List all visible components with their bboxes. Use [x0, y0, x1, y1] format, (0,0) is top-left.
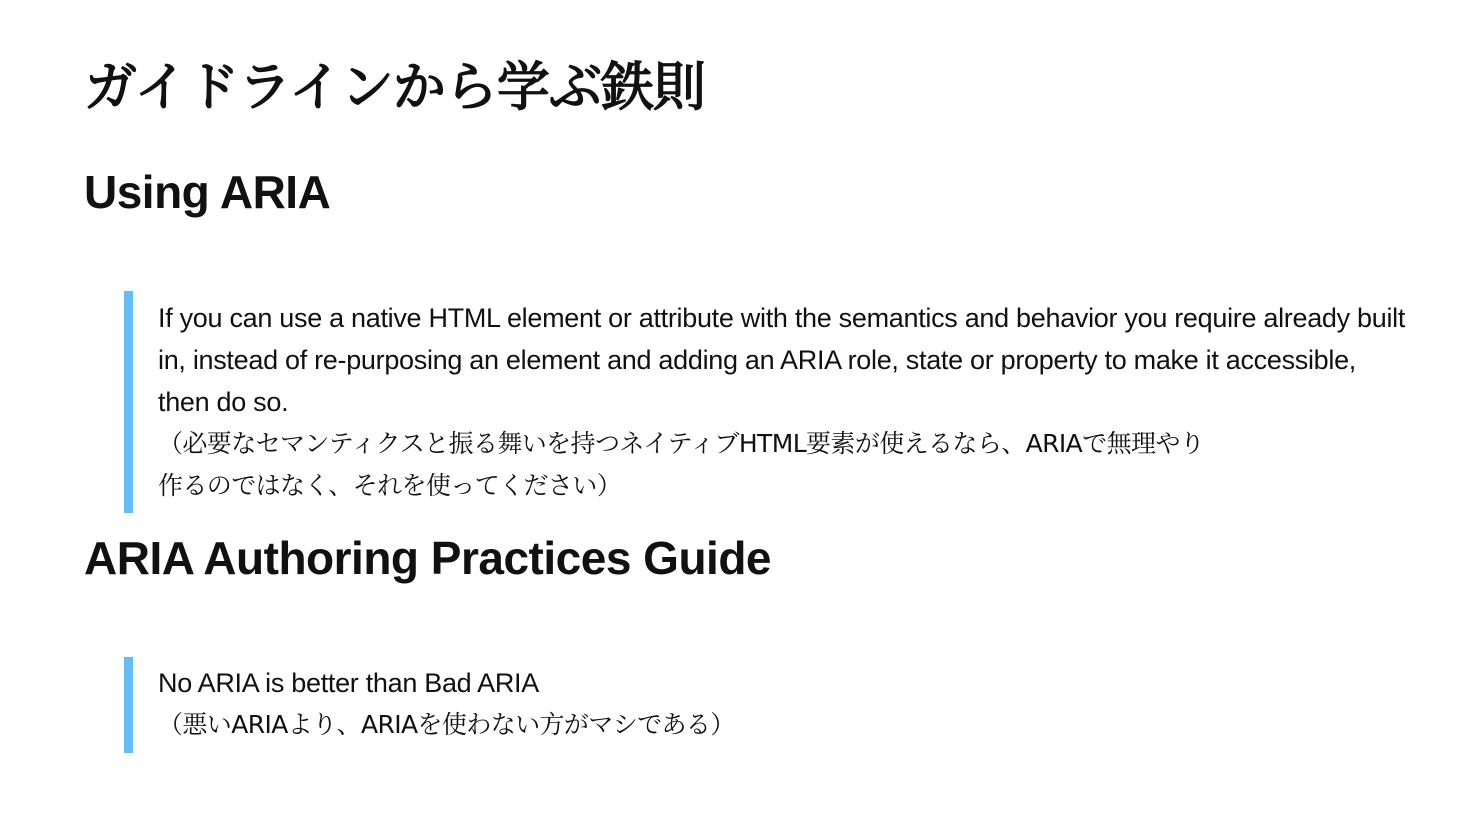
quote-japanese-line-1: （必要なセマンティクスと振る舞いを持つネイティブHTML要素が使えるなら、ARIAで無理やり	[158, 429, 1205, 458]
section-heading-aria-authoring-practices-guide: ARIA Authoring Practices Guide	[84, 532, 772, 584]
quote-english-text: If you can use a native HTML element or attribute with the semantics and behavior you require already built in, instead of re-purposing an element and adding an ARIA role, state or property to make it accessible, then do so.	[158, 303, 1406, 417]
blockquote-using-aria	[124, 291, 1414, 513]
quote-japanese-line-1: （悪いARIAより、ARIAを使わない方がマシである）	[158, 710, 735, 739]
section-heading-using-aria: Using ARIA	[84, 166, 331, 218]
slide-title: ガイドラインから学ぶ鉄則	[84, 57, 705, 118]
quote-english-text: No ARIA is better than Bad ARIA	[158, 668, 539, 698]
blockquote-aria-authoring-practices	[124, 657, 1414, 753]
quote-japanese-line-2: 作るのではなく、それを使ってください）	[158, 471, 622, 500]
slide	[84, 0, 1406, 828]
